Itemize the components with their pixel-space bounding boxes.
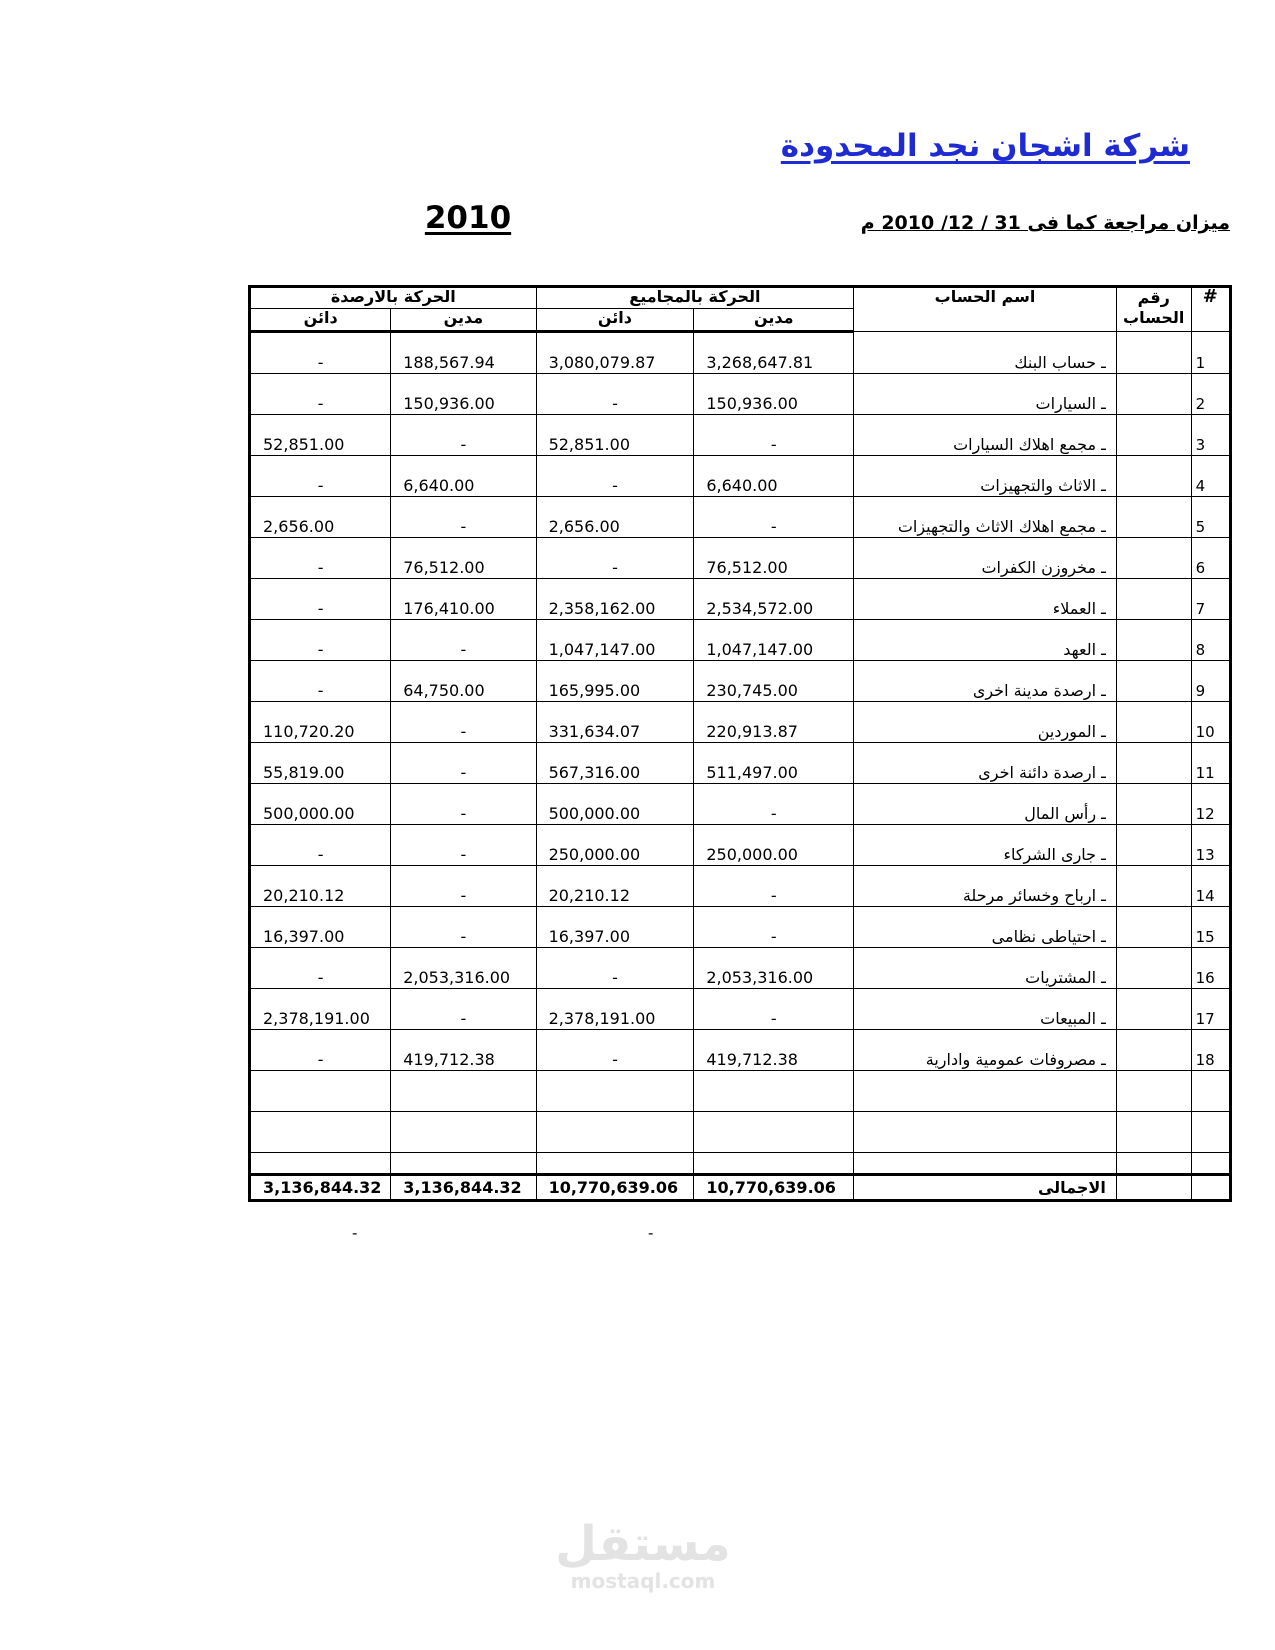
row-amount-bd: 150,936.00 (391, 374, 536, 415)
row-account-no (1116, 620, 1191, 661)
blank-row (250, 1153, 1231, 1175)
row-amount-bd: - (391, 702, 536, 743)
table-row (250, 1030, 1231, 1071)
blank-cell (1116, 1153, 1191, 1175)
blank-cell (536, 1071, 694, 1112)
blank-cell (1191, 1153, 1230, 1175)
row-account-no (1116, 825, 1191, 866)
row-amount-tc: 331,634.07 (536, 702, 694, 743)
row-index: 6 (1191, 538, 1230, 579)
row-account-no (1116, 661, 1191, 702)
blank-cell (391, 1112, 536, 1153)
row-account-name: ـ الموردين (854, 702, 1117, 743)
blank-cell (250, 1153, 391, 1175)
watermark (538, 1518, 748, 1592)
row-account-name: ـ السيارات (854, 374, 1117, 415)
blank-cell (854, 1153, 1117, 1175)
row-amount-bc: 2,656.00 (250, 497, 391, 538)
col-account-no-header: رقم الحساب (1116, 287, 1191, 332)
row-amount-bc: - (250, 579, 391, 620)
totals-debit-header: مدين (694, 309, 854, 332)
row-amount-td: 419,712.38 (694, 1030, 854, 1071)
blank-cell (391, 1071, 536, 1112)
row-account-no (1116, 784, 1191, 825)
row-index: 16 (1191, 948, 1230, 989)
row-account-no (1116, 702, 1191, 743)
group-balances-header: الحركة بالارصدة (250, 287, 537, 309)
blank-cell (1116, 1112, 1191, 1153)
row-amount-bc: - (250, 661, 391, 702)
row-amount-tc: - (536, 538, 694, 579)
row-amount-td: 250,000.00 (694, 825, 854, 866)
row-amount-tc: - (536, 374, 694, 415)
table-row (250, 620, 1231, 661)
col-account-name-header: اسم الحساب (854, 287, 1117, 332)
row-amount-tc: 3,080,079.87 (536, 332, 694, 374)
blank-cell (536, 1153, 694, 1175)
blank-cell (694, 1112, 854, 1153)
row-amount-bd: 64,750.00 (391, 661, 536, 702)
col-index-header: # (1191, 287, 1230, 332)
row-amount-tc: 16,397.00 (536, 907, 694, 948)
row-amount-bd: 76,512.00 (391, 538, 536, 579)
row-index: 4 (1191, 456, 1230, 497)
blank-cell (250, 1112, 391, 1153)
table-row (250, 374, 1231, 415)
row-index: 12 (1191, 784, 1230, 825)
row-amount-bd: - (391, 497, 536, 538)
row-index: 14 (1191, 866, 1230, 907)
row-amount-bd: - (391, 620, 536, 661)
row-amount-bc: 110,720.20 (250, 702, 391, 743)
row-amount-td: - (694, 784, 854, 825)
row-amount-bc: - (250, 538, 391, 579)
row-index: 15 (1191, 907, 1230, 948)
row-index: 3 (1191, 415, 1230, 456)
row-index: 5 (1191, 497, 1230, 538)
row-account-name: ـ جارى الشركاء (854, 825, 1117, 866)
table-row (250, 989, 1231, 1030)
row-amount-tc: 250,000.00 (536, 825, 694, 866)
balances-check-dash: - (352, 1224, 358, 1242)
row-amount-tc: 500,000.00 (536, 784, 694, 825)
row-amount-bc: - (250, 620, 391, 661)
row-account-name: ـ ارصدة دائنة اخرى (854, 743, 1117, 784)
row-amount-tc: 165,995.00 (536, 661, 694, 702)
table-row (250, 579, 1231, 620)
row-index: 8 (1191, 620, 1230, 661)
row-account-name: ـ الاثاث والتجهيزات (854, 456, 1117, 497)
row-index: 9 (1191, 661, 1230, 702)
blank-cell (1191, 1112, 1230, 1153)
row-amount-bd: - (391, 989, 536, 1030)
row-amount-tc: 52,851.00 (536, 415, 694, 456)
row-account-no (1116, 866, 1191, 907)
row-amount-bc: - (250, 1030, 391, 1071)
table-row (250, 497, 1231, 538)
row-account-name: ـ مصروفات عمومية وادارية (854, 1030, 1117, 1071)
row-amount-bd: - (391, 907, 536, 948)
row-amount-bd: 419,712.38 (391, 1030, 536, 1071)
row-amount-bd: 6,640.00 (391, 456, 536, 497)
row-amount-bc: 55,819.00 (250, 743, 391, 784)
blank-cell (536, 1112, 694, 1153)
row-amount-td: 2,534,572.00 (694, 579, 854, 620)
totals-check-dash: - (648, 1224, 654, 1242)
table-row (250, 702, 1231, 743)
row-amount-bc: - (250, 948, 391, 989)
row-account-name: ـ المبيعات (854, 989, 1117, 1030)
row-amount-bd: - (391, 784, 536, 825)
row-amount-td: - (694, 497, 854, 538)
row-amount-bd: - (391, 743, 536, 784)
row-index: 10 (1191, 702, 1230, 743)
row-index: 1 (1191, 332, 1230, 374)
row-amount-bd: 2,053,316.00 (391, 948, 536, 989)
blank-row (250, 1112, 1231, 1153)
row-account-name: ـ ارصدة مدينة اخرى (854, 661, 1117, 702)
row-account-name: ـ المشتريات (854, 948, 1117, 989)
row-amount-td: - (694, 415, 854, 456)
row-amount-bc: 20,210.12 (250, 866, 391, 907)
watermark-latin: mostaql.com (570, 1569, 716, 1593)
row-amount-td: 2,053,316.00 (694, 948, 854, 989)
row-account-no (1116, 374, 1191, 415)
row-account-no (1116, 415, 1191, 456)
row-amount-bc: - (250, 456, 391, 497)
row-account-name: ـ مخروزن الكفرات (854, 538, 1117, 579)
row-account-name: ـ مجمع اهلاك السيارات (854, 415, 1117, 456)
row-amount-tc: 1,047,147.00 (536, 620, 694, 661)
blank-cell (694, 1153, 854, 1175)
total-amount-bd: 3,136,844.32 (391, 1175, 536, 1201)
row-amount-bc: 2,378,191.00 (250, 989, 391, 1030)
watermark-arabic: مستقل (555, 1516, 731, 1572)
balances-debit-header: مدين (391, 309, 536, 332)
row-index: 17 (1191, 989, 1230, 1030)
report-year: 2010 (424, 200, 512, 236)
total-amount-td: 10,770,639.06 (694, 1175, 854, 1201)
company-title: شركة اشجان نجد المحدودة (780, 128, 1190, 164)
blank-cell (1116, 1071, 1191, 1112)
row-amount-td: 230,745.00 (694, 661, 854, 702)
table-row (250, 538, 1231, 579)
row-amount-td: 3,268,647.81 (694, 332, 854, 374)
table-row (250, 332, 1231, 374)
balances-credit-header: دائن (250, 309, 391, 332)
row-account-name: ـ العهد (854, 620, 1117, 661)
row-amount-td: 1,047,147.00 (694, 620, 854, 661)
row-amount-tc: - (536, 1030, 694, 1071)
blank-cell (250, 1071, 391, 1112)
row-amount-tc: 2,358,162.00 (536, 579, 694, 620)
row-account-no (1116, 497, 1191, 538)
row-amount-bc: 16,397.00 (250, 907, 391, 948)
row-amount-tc: 20,210.12 (536, 866, 694, 907)
row-amount-tc: - (536, 948, 694, 989)
row-account-no (1116, 989, 1191, 1030)
blank-cell (1191, 1071, 1230, 1112)
row-amount-tc: 567,316.00 (536, 743, 694, 784)
row-account-no (1116, 332, 1191, 374)
row-amount-td: 6,640.00 (694, 456, 854, 497)
blank-cell (391, 1153, 536, 1175)
row-amount-td: 220,913.87 (694, 702, 854, 743)
row-amount-bd: 188,567.94 (391, 332, 536, 374)
row-amount-td: 511,497.00 (694, 743, 854, 784)
row-account-no (1116, 538, 1191, 579)
total-amount-tc: 10,770,639.06 (536, 1175, 694, 1201)
table-row (250, 456, 1231, 497)
table-row (250, 743, 1231, 784)
table-row (250, 948, 1231, 989)
row-amount-bd: - (391, 825, 536, 866)
row-amount-bd: - (391, 866, 536, 907)
row-amount-bd: - (391, 415, 536, 456)
table-row (250, 825, 1231, 866)
blank-cell (694, 1071, 854, 1112)
table-row (250, 866, 1231, 907)
total-account-no (1116, 1175, 1191, 1201)
row-account-no (1116, 743, 1191, 784)
row-amount-bc: - (250, 825, 391, 866)
report-subtitle: ميزان مراجعة كما فى 31 / 12/ 2010 م (860, 212, 1230, 234)
row-index: 2 (1191, 374, 1230, 415)
row-amount-td: - (694, 866, 854, 907)
row-amount-bd: 176,410.00 (391, 579, 536, 620)
row-account-name: ـ العملاء (854, 579, 1117, 620)
row-amount-bc: 52,851.00 (250, 415, 391, 456)
row-amount-bc: 500,000.00 (250, 784, 391, 825)
table-row (250, 661, 1231, 702)
row-account-name: ـ ارباح وخسائر مرحلة (854, 866, 1117, 907)
blank-cell (854, 1112, 1117, 1153)
table-row (250, 415, 1231, 456)
row-account-no (1116, 907, 1191, 948)
blank-row (250, 1071, 1231, 1112)
table-row (250, 784, 1231, 825)
row-index: 7 (1191, 579, 1230, 620)
row-amount-tc: - (536, 456, 694, 497)
table-row (250, 907, 1231, 948)
row-index: 13 (1191, 825, 1230, 866)
group-totals-header: الحركة بالمجاميع (536, 287, 854, 309)
total-amount-bc: 3,136,844.32 (250, 1175, 391, 1201)
row-amount-td: 76,512.00 (694, 538, 854, 579)
row-amount-tc: 2,378,191.00 (536, 989, 694, 1030)
row-amount-td: 150,936.00 (694, 374, 854, 415)
row-account-no (1116, 948, 1191, 989)
row-account-no (1116, 579, 1191, 620)
row-account-name: ـ حساب البنك (854, 332, 1117, 374)
row-amount-td: - (694, 907, 854, 948)
row-account-name: ـ رأس المال (854, 784, 1117, 825)
row-amount-bc: - (250, 332, 391, 374)
row-amount-bc: - (250, 374, 391, 415)
row-index: 18 (1191, 1030, 1230, 1071)
row-amount-td: - (694, 989, 854, 1030)
total-row (250, 1175, 1231, 1201)
total-index (1191, 1175, 1230, 1201)
trial-balance-table (248, 285, 1232, 1202)
row-account-name: ـ مجمع اهلاك الاثاث والتجهيزات (854, 497, 1117, 538)
row-account-no (1116, 456, 1191, 497)
total-label: الاجمالى (854, 1175, 1117, 1201)
totals-credit-header: دائن (536, 309, 694, 332)
row-amount-tc: 2,656.00 (536, 497, 694, 538)
row-index: 11 (1191, 743, 1230, 784)
row-account-name: ـ احتياطى نظامى (854, 907, 1117, 948)
blank-cell (854, 1071, 1117, 1112)
row-account-no (1116, 1030, 1191, 1071)
